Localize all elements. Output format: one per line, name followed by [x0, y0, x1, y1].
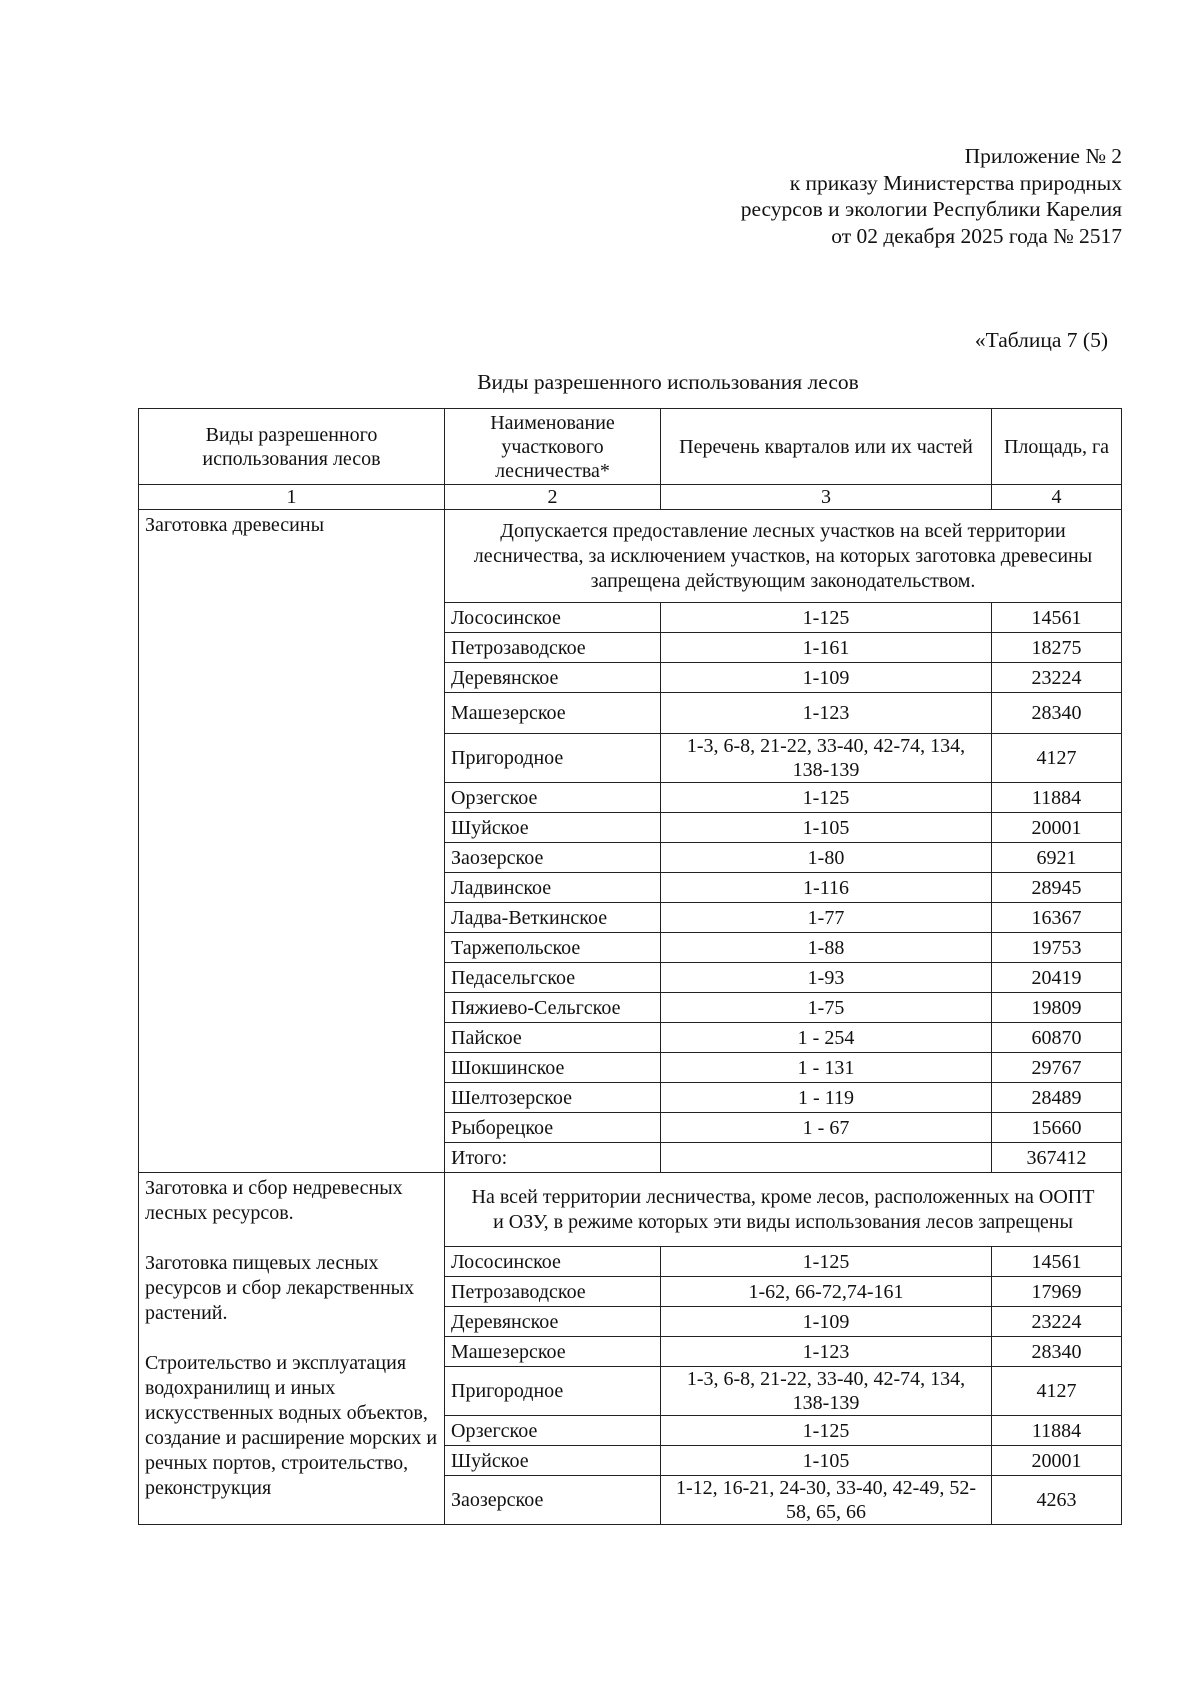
forestry-name: Деревянское [445, 663, 661, 693]
forestry-name: Заозерское [445, 1476, 661, 1525]
forestry-name: Орзегское [445, 1416, 661, 1446]
order-reference: к приказу Министерства природных [789, 170, 1122, 195]
total-label: Итого: [445, 1143, 661, 1173]
area-value: 17969 [992, 1277, 1122, 1307]
quarters-list: 1 - 254 [661, 1023, 992, 1053]
area-value: 23224 [992, 663, 1122, 693]
area-value: 11884 [992, 1416, 1122, 1446]
section-note: На всей территории лесничества, кроме лесов, расположенных на ООПТ и ОЗУ, в режиме которых эти виды использования лесов запрещены [445, 1173, 1122, 1247]
quarters-list: 1-12, 16-21, 24-30, 33-40, 42-49, 52-58, 65, 66 [661, 1476, 992, 1525]
column-number: 2 [445, 485, 661, 510]
forestry-name: Шелтозерское [445, 1083, 661, 1113]
quarters-list: 1-3, 6-8, 21-22, 33-40, 42-74, 134, 138-139 [661, 1367, 992, 1416]
area-value: 60870 [992, 1023, 1122, 1053]
total-quarters-empty [661, 1143, 992, 1173]
forestry-name: Петрозаводское [445, 633, 661, 663]
quarters-list: 1-123 [661, 1337, 992, 1367]
quarters-list: 1-116 [661, 873, 992, 903]
quarters-list: 1-125 [661, 603, 992, 633]
quarters-list: 1-125 [661, 1247, 992, 1277]
quarters-list: 1-105 [661, 813, 992, 843]
column-number: 4 [992, 485, 1122, 510]
quarters-list: 1-80 [661, 843, 992, 873]
section-note: Допускается предоставление лесных участков на всей территории лесничества, за исключением участков, на которых заготовка древесины запрещена действующим законодательством. [445, 510, 1122, 603]
area-value: 23224 [992, 1307, 1122, 1337]
quarters-list: 1-93 [661, 963, 992, 993]
area-value: 6921 [992, 843, 1122, 873]
section-note-row [139, 510, 1122, 603]
quarters-list: 1-125 [661, 783, 992, 813]
column-header: Перечень кварталов или их частей [661, 409, 992, 485]
quarters-list: 1-109 [661, 663, 992, 693]
column-header: Виды разрешенного использования лесов [139, 409, 445, 485]
quarters-list: 1 - 67 [661, 1113, 992, 1143]
area-value: 20419 [992, 963, 1122, 993]
area-value: 11884 [992, 783, 1122, 813]
forestry-name: Петрозаводское [445, 1277, 661, 1307]
appendix-number: Приложение № 2 [964, 144, 1122, 168]
forestry-name: Машезерское [445, 693, 661, 734]
forestry-name: Таржепольское [445, 933, 661, 963]
area-value: 19809 [992, 993, 1122, 1023]
total-area: 367412 [992, 1143, 1122, 1173]
area-value: 4263 [992, 1476, 1122, 1525]
area-value: 14561 [992, 1247, 1122, 1277]
forestry-name: Деревянское [445, 1307, 661, 1337]
forestry-name: Пяжиево-Сельгское [445, 993, 661, 1023]
forestry-name: Пайское [445, 1023, 661, 1053]
quarters-list: 1-88 [661, 933, 992, 963]
section-note-row [139, 1173, 1122, 1247]
forestry-name: Шуйское [445, 1446, 661, 1476]
table-header-row [139, 409, 1122, 485]
column-header: Наименование участкового лесничества* [445, 409, 661, 485]
section-timber [139, 510, 1122, 1173]
forestry-name: Ладва-Веткинское [445, 903, 661, 933]
order-date: от 02 декабря 2025 года № 2517 [831, 223, 1122, 248]
area-value: 19753 [992, 933, 1122, 963]
quarters-list: 1-105 [661, 1446, 992, 1476]
use-type-paragraph: Строительство и эксплуатация водохранилищ и иных искусственных водных объектов, создание и расширение морских и речных портов, строительство, реконструкция [145, 1352, 438, 1499]
section-non-timber [139, 1173, 1122, 1525]
quarters-list: 1-161 [661, 633, 992, 663]
forestry-name: Рыборецкое [445, 1113, 661, 1143]
use-type-cell: Заготовка древесины [139, 510, 445, 1173]
table-title: Виды разрешенного использования лесов [477, 370, 859, 394]
area-value: 18275 [992, 633, 1122, 663]
column-number-row [139, 485, 1122, 510]
appendix-header [741, 143, 1122, 249]
area-value: 16367 [992, 903, 1122, 933]
area-value: 28489 [992, 1083, 1122, 1113]
quarters-list: 1-109 [661, 1307, 992, 1337]
area-value: 4127 [992, 1367, 1122, 1416]
quarters-list: 1-3, 6-8, 21-22, 33-40, 42-74, 134, 138-139 [661, 734, 992, 783]
quarters-list: 1 - 131 [661, 1053, 992, 1083]
forestry-name: Шокшинское [445, 1053, 661, 1083]
area-value: 15660 [992, 1113, 1122, 1143]
quarters-list: 1-75 [661, 993, 992, 1023]
forestry-name: Ладвинское [445, 873, 661, 903]
area-value: 28340 [992, 693, 1122, 734]
forestry-name: Орзегское [445, 783, 661, 813]
column-number: 3 [661, 485, 992, 510]
forestry-name: Шуйское [445, 813, 661, 843]
forestry-name: Заозерское [445, 843, 661, 873]
column-header: Площадь, га [992, 409, 1122, 485]
area-value: 4127 [992, 734, 1122, 783]
forestry-name: Пригородное [445, 734, 661, 783]
area-value: 14561 [992, 603, 1122, 633]
quarters-list: 1 - 119 [661, 1083, 992, 1113]
area-value: 20001 [992, 813, 1122, 843]
use-type-paragraph: Заготовка и сбор недревесных лесных ресурсов. [145, 1177, 403, 1224]
forest-use-table [138, 408, 1122, 1525]
area-value: 29767 [992, 1053, 1122, 1083]
use-type-paragraph: Заготовка пищевых лесных ресурсов и сбор лекарственных растений. [145, 1252, 415, 1324]
forestry-name: Пригородное [445, 1367, 661, 1416]
forestry-name: Лососинское [445, 603, 661, 633]
forestry-name: Машезерское [445, 1337, 661, 1367]
table-reference: «Таблица 7 (5) [974, 328, 1108, 352]
column-number: 1 [139, 485, 445, 510]
area-value: 28340 [992, 1337, 1122, 1367]
quarters-list: 1-123 [661, 693, 992, 734]
area-value: 20001 [992, 1446, 1122, 1476]
quarters-list: 1-125 [661, 1416, 992, 1446]
forestry-name: Педасельгское [445, 963, 661, 993]
area-value: 28945 [992, 873, 1122, 903]
quarters-list: 1-77 [661, 903, 992, 933]
ministry-name: ресурсов и экологии Республики Карелия [740, 197, 1122, 221]
quarters-list: 1-62, 66-72,74-161 [661, 1277, 992, 1307]
use-type-cell [139, 1173, 445, 1525]
forestry-name: Лососинское [445, 1247, 661, 1277]
